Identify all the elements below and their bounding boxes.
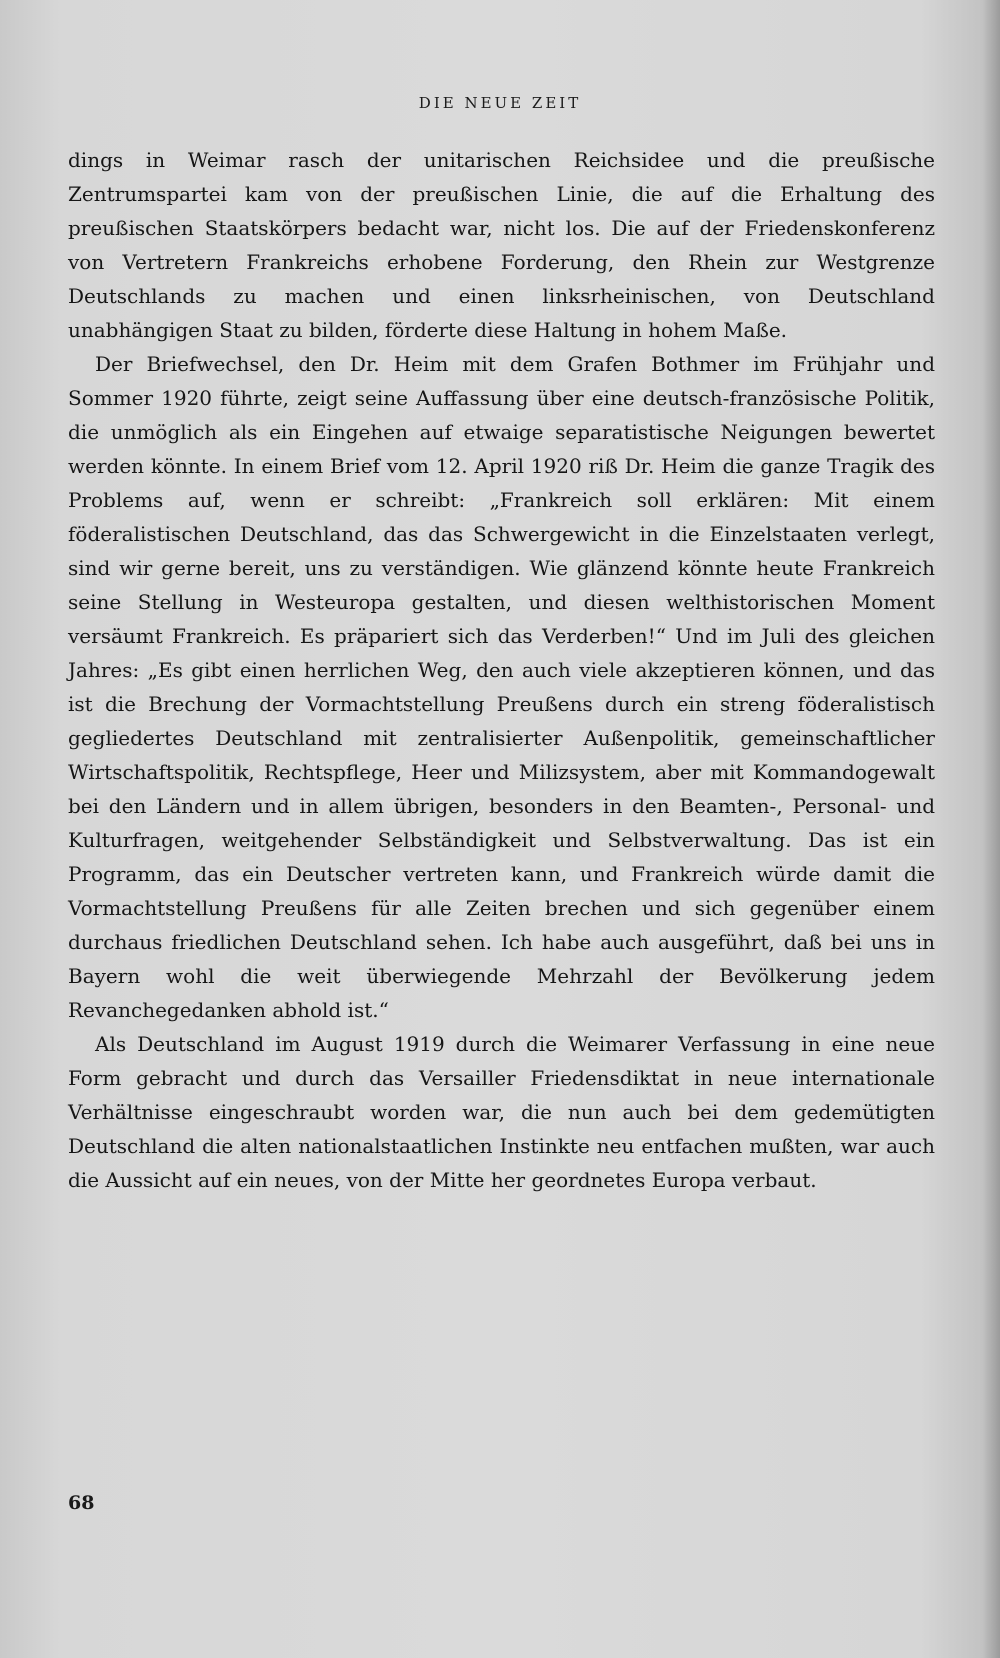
paragraph-versailles: Als Deutschland im August 1919 durch die Weimarer Verfassung in eine neue Form gebracht und durch das Versailler Friedensdiktat in neue internationale Verhältnisse eingeschraubt worden war, die nun auch bei dem gedemütigten Deutschland die alten nationalstaatlichen Instinkte neu entfachen mußten, war auch die Aussicht auf ein neues, von der Mitte her geordnetes Europa verbaut. — [68, 1032, 935, 1192]
body-text — [68, 143, 935, 1197]
paragraph-continued: dings in Weimar rasch der unitarischen Reichsidee und die preußische Zentrumspartei kam von der preußischen Linie, die auf die Erhaltung des preußischen Staatskörpers bedacht war, nicht los. Die auf der Friedenskonferenz von Vertretern Frankreichs erhobene Forderung, den Rhein zur Westgrenze Deutschlands zu machen und einen linksrheinischen, von Deutschland unabhängigen Staat zu bilden, förderte diese Haltung in hohem Maße. — [68, 148, 935, 342]
page-number: 68 — [68, 1492, 95, 1514]
paragraph-briefwechsel: Der Briefwechsel, den Dr. Heim mit dem Grafen Bothmer im Frühjahr und Sommer 1920 führte, zeigt seine Auffassung über eine deutsch-französische Politik, die unmöglich als ein Eingehen auf etwaige separatistische Neigungen bewertet werden könnte. In einem Brief vom 12. April 1920 riß Dr. Heim die ganze Tragik des Problems auf, wenn er schreibt: „Frankreich soll erklären: Mit einem föderalistischen Deutschland, das das Schwergewicht in die Einzelstaaten verlegt, sind wir gerne bereit, uns zu verständigen. Wie glänzend könnte heute Frankreich seine Stellung in Westeuropa gestalten, und diesen welthistorischen Moment versäumt Frankreich. Es präpariert sich das Verderben!“ Und im Juli des gleichen Jahres: „Es gibt einen herrlichen Weg, den auch viele akzeptieren können, und das ist die Brechung der Vormachtstellung Preußens durch ein streng föderalistisch gegliedertes Deutschland mit zentralisierter Außenpolitik, gemeinschaftlicher Wirtschaftspolitik, Rechtspflege, Heer und Milizsystem, aber mit Kommandogewalt bei den Ländern und in allem übrigen, besonders in den Beamten-, Personal- und Kulturfragen, weitgehender Selbständigkeit und Selbstverwaltung. Das ist ein Programm, das ein Deutscher vertreten kann, und Frankreich würde damit die Vormachtstellung Preußens für alle Zeiten brechen und sich gegenüber einem durchaus friedlichen Deutschland sehen. Ich habe auch ausgeführt, daß bei uns in Bayern wohl die weit überwiegende Mehrzahl der Bevölkerung jedem Revanchegedanken abhold ist.“ — [68, 352, 935, 1022]
running-head: DIE NEUE ZEIT — [418, 94, 582, 112]
